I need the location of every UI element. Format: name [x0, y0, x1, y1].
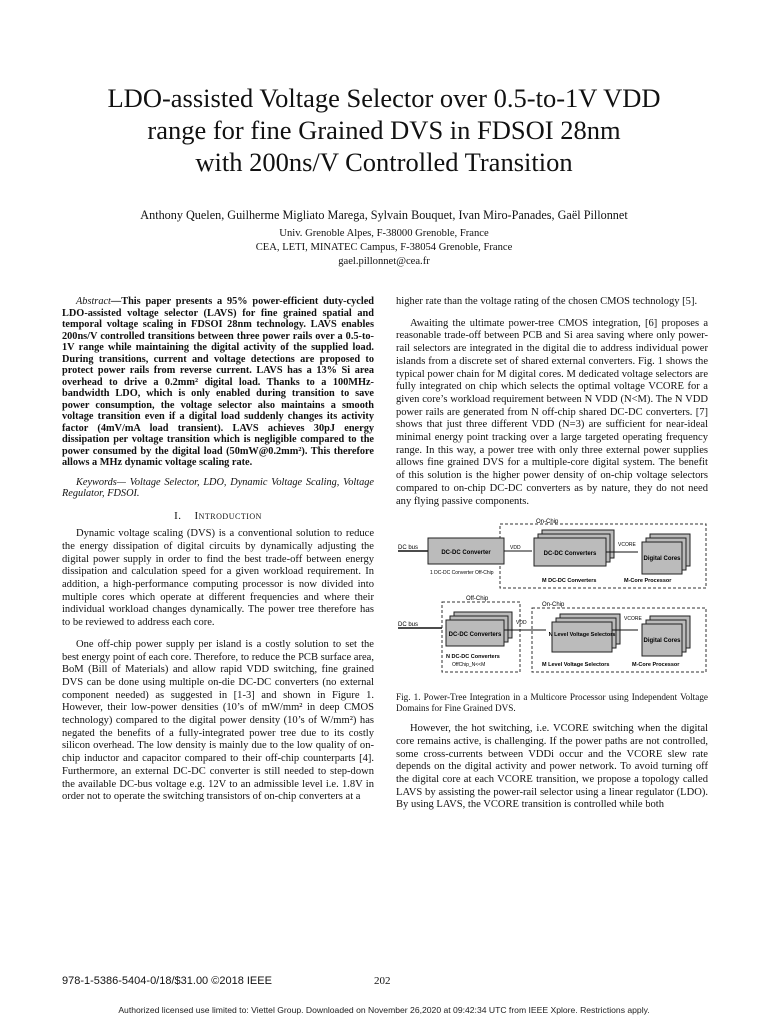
m-level-label: M Level Voltage Selectors	[542, 662, 610, 669]
dc-bus-label-top: DC bus	[398, 545, 419, 552]
vcore-label-bottom: VCORE	[624, 616, 642, 623]
license-notice: Authorized licensed use limited to: Viettel Group. Downloaded on November 26,2020 at 09:42:34 UTC from IEEE Xplore. Restrictions apply.	[118, 1005, 650, 1015]
abstract	[62, 296, 374, 469]
intro-paragraph-2: One off-chip power supply per island is a costly solution to set the best energy point of each core. Therefore, to reduce the PCB surface area, BoM (Bill of Materials) and allow rapid VDD switching, fine grained DVS can be done using multiple on-die DC-DC converters (no external component needed) as suggested in [1-3] and shown in Figure 1. However, their low-power densities (10’s of mW/mm² in deep CMOS technology) compared to the digital power density (10’s of W/mm²) has negated the benefits of a fully-integrated power tree due to its costly silicon overhead. The low density is mainly due to the low quality of on-chip inductor and capacitor compared to their off-chip counterparts [4]. Furthermore, an external DC-DC converter is still needed to step-down the available DC-bus voltage e.g. 12V to an admissible level i.e. 1.8V in order not to operate the switching transistors of on-chip converters at a	[62, 638, 374, 803]
n-dcdc-label: N DC-DC Converters	[446, 654, 500, 661]
vdd-label-bottom: VDD	[516, 620, 527, 627]
author-list: Anthony Quelen, Guilherme Migliato Marega, Sylvain Bouquet, Ivan Miro-Panades, Gaël Pillonnet	[140, 208, 628, 222]
title-line-2: range for fine Grained DVS in FDSOI 28nm	[147, 115, 621, 145]
dcdc-label-top: DC-DC Converter	[441, 550, 491, 557]
section-title: Introduction	[194, 509, 262, 522]
vcore-label-top: VCORE	[618, 542, 636, 549]
right-column	[396, 296, 708, 812]
m-core-label-top: M-Core Processor	[624, 578, 672, 585]
n-level-label: N Level Voltage Selectors	[548, 632, 616, 639]
abstract-lead: Abstract	[76, 296, 111, 307]
section-heading-introduction	[62, 510, 374, 523]
m-core-label-bottom: M-Core Processor	[632, 662, 680, 669]
hot-switching-paragraph: However, the hot switching, i.e. VCORE switching when the digital core remains active, is challenging. If the power paths are not controlled, some cross-currents between VDDi occur and the VCORE slew rate depends on the digital activity and power network. To avoid turning off the digital core at each VCORE transition, we propose a topology called LAVS by assisting the power-rail selector using a linear regulator (LDO). By using LAVS, the VCORE transition is controlled while both	[396, 723, 708, 811]
title-line-1: LDO-assisted Voltage Selector over 0.5-to-1V VDD	[107, 83, 661, 113]
continued-paragraph: higher rate than the voltage rating of the chosen CMOS technology [5].	[396, 296, 698, 307]
on-chip-label-bottom: On-Chip	[542, 602, 565, 609]
affiliation-1: Univ. Grenoble Alpes, F-38000 Grenoble, France	[279, 228, 489, 239]
digital-cores-label-top: Digital Cores	[643, 556, 681, 563]
left-column	[62, 296, 374, 804]
figure-1	[396, 516, 708, 714]
keywords: Keywords— Voltage Selector, LDO, Dynamic Voltage Scaling, Voltage Regulator, FDSOI.	[62, 476, 374, 499]
title-line-3: with 200ns/V Controlled Transition	[195, 147, 573, 177]
page-number: 202	[374, 975, 391, 987]
m-dcdc-label-top: M DC-DC Converters	[542, 578, 597, 585]
dcdc-multi-label-bottom: DC-DC Converters	[448, 632, 502, 639]
vdd-label-top: VDD	[510, 545, 521, 552]
section-number: I.	[174, 509, 182, 522]
isbn-footer: 978-1-5386-5404-0/18/$31.00 ©2018 IEEE	[62, 975, 272, 987]
paper-title	[40, 82, 728, 178]
affiliations	[40, 227, 728, 269]
figure-caption: Fig. 1. Power-Tree Integration in a Multicore Processor using Independent Voltage Domains for Fine Grained DVS.	[396, 692, 708, 714]
off-chip-note-top: 1 DC-DC Converter Off-Chip	[430, 570, 494, 577]
abstract-text: —This paper presents a 95% power-efficient duty-cycled LDO-assisted voltage selector (LAVS) for fine grained spatial and temporal voltage scaling in FDSOI 28nm technology. LAVS enables 200ns/V controlled transitions between three power rails over a 0.5-to-1V range while maintaining the digital activity of the supplied load. During transitions, current and voltage detections are proposed to protect power rails from reverse current. LAVS has a 13% Si area overhead to drive a 0.2mm² digital load. Thanks to a 100MHz-bandwidth LDO, which is only enabled during transition to save power consumption, the voltage selector also maintains a smooth voltage transition even if a digital load suddenly changes its activity factor (4mV/mA load transient). LAVS achieves 30pJ energy dissipation per voltage transition which is negligible compared to the power consumed by the digital load (50mW@0.2mm²). This therefore allows a MHz dynamic voltage scaling rate.	[62, 296, 374, 468]
off-chip-note-bottom: OffChip_N<<M	[452, 662, 486, 669]
digital-cores-label-bottom: Digital Cores	[643, 638, 681, 645]
dcdc-multi-label-top: DC-DC Converters	[543, 551, 597, 558]
power-tree-diagram	[396, 516, 708, 686]
intro-paragraph-1: Dynamic voltage scaling (DVS) is a conventional solution to reduce the energy dissipation of digital circuits by dynamically adjusting the digital power supply in order to find the best trade-off between energy dissipation and calculation speed for a given workload requirement. In addition, a high-performance computing processor is now divided into multiple cores which operate at different frequencies and where their individual workload changes dynamically. The power tree therefore has to be reviewed to address each core.	[62, 528, 374, 629]
off-chip-label-bottom: Off-Chip	[466, 596, 489, 603]
on-chip-label-top: On-Chip	[536, 519, 559, 526]
affiliation-2: CEA, LETI, MINATEC Campus, F-38054 Grenoble, France	[255, 242, 513, 253]
contact-email: gael.pillonnet@cea.fr	[338, 256, 430, 267]
power-tree-paragraph: Awaiting the ultimate power-tree CMOS integration, [6] proposes a reasonable trade-off between PCB and Si area saving where only power-rail selectors are integrated in the digital die to address individual power islands from a discrete set of shared external converters. Fig. 1 shows the typical power chain for M digital cores. M dedicated voltage selectors are fully integrated on chip which selects the optimal voltage VCORE for a given core’s workload requirement between N VDD (N<M). The N VDD power rails are generated from N off-chip shared DC-DC converters. [7] shows that just three different VDD (N=3) are sufficient for near-ideal minimal energy point tracking over a large targeted operating frequency range. In this way, a power tree with only three external power supplies allows fine grained DVS for a multiple-core digital system. The benefit of this solution is the higher power density of on-chip voltage selectors compared to on-chip DC-DC converters as by nature, they do not need any flying passive components.	[396, 317, 708, 507]
dc-bus-label-bottom: DC bus	[398, 622, 419, 629]
